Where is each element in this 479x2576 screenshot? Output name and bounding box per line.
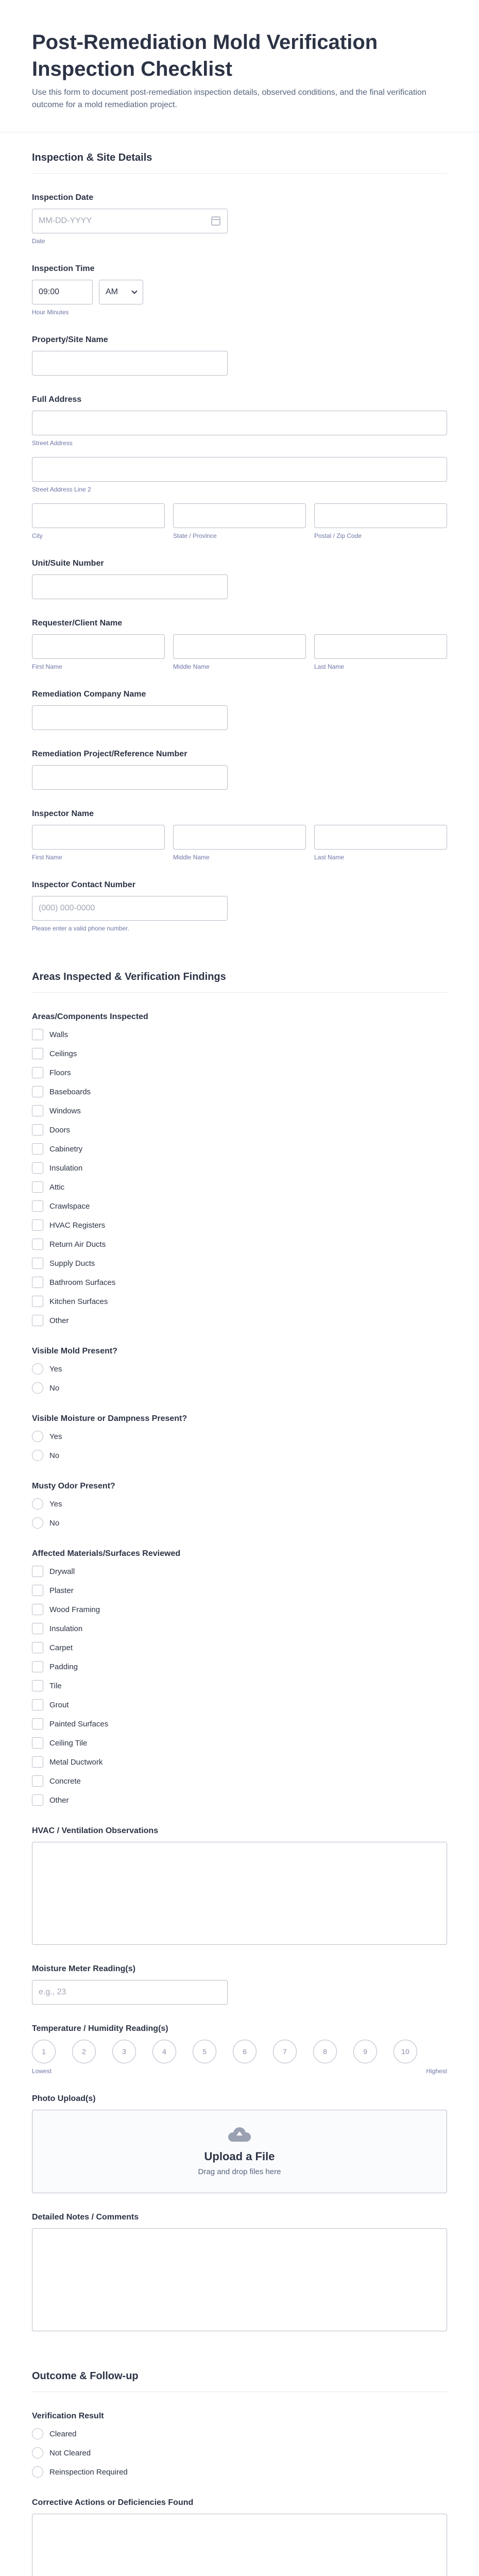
section-heading-site: Inspection & Site Details — [32, 132, 447, 174]
radio-button[interactable] — [32, 1363, 43, 1375]
checkbox[interactable] — [32, 1124, 43, 1136]
reference-input[interactable] — [32, 765, 228, 790]
checkbox[interactable] — [32, 1143, 43, 1155]
unit-label: Unit/Suite Number — [32, 559, 104, 568]
option-label: Crawlspace — [49, 1201, 90, 1211]
checkbox-option[interactable] — [32, 1028, 447, 1041]
odor-field — [32, 1462, 447, 1530]
radio-option[interactable] — [32, 1362, 447, 1376]
company-input[interactable] — [32, 705, 228, 730]
form-description: Use this form to document post-remediation inspection details, observed conditions, and the final verification outcome for a mold remediation project. — [32, 88, 426, 109]
checkbox[interactable] — [32, 1296, 43, 1307]
checkbox-option[interactable] — [32, 1047, 447, 1060]
radio-option[interactable] — [32, 1449, 447, 1462]
checkbox[interactable] — [32, 1048, 43, 1059]
checkbox-option[interactable] — [32, 1123, 447, 1137]
checkbox-option[interactable] — [32, 1180, 447, 1194]
checkbox[interactable] — [32, 1258, 43, 1269]
property-name-label: Property/Site Name — [32, 335, 108, 344]
rating-option[interactable]: 2 — [72, 2040, 96, 2063]
radio-option[interactable] — [32, 2465, 447, 2479]
moisture-label: Visible Moisture or Dampness Present? — [32, 1414, 187, 1423]
section-heading-outcome: Outcome & Follow-up — [32, 2351, 447, 2392]
temp-humidity-field — [32, 2005, 447, 2075]
zip-input[interactable] — [314, 503, 447, 528]
inspection-date-label: Inspection Date — [32, 193, 94, 202]
checkbox[interactable] — [32, 1737, 43, 1749]
checkbox[interactable] — [32, 1680, 43, 1691]
hvac-field — [32, 1807, 447, 1945]
requester-last-sublabel: Last Name — [314, 663, 345, 670]
checkbox[interactable] — [32, 1277, 43, 1288]
checkbox[interactable] — [32, 1775, 43, 1787]
reference-field — [32, 730, 447, 790]
checkbox[interactable] — [32, 1642, 43, 1653]
checkbox[interactable] — [32, 1585, 43, 1596]
odor-label: Musty Odor Present? — [32, 1482, 115, 1490]
contact-sublabel: Please enter a valid phone number. — [32, 925, 129, 932]
option-label: HVAC Registers — [49, 1221, 106, 1230]
state-input[interactable] — [173, 503, 306, 528]
option-label: Other — [49, 1316, 69, 1325]
radio-button[interactable] — [32, 2428, 43, 2439]
materials-field — [32, 1530, 447, 1807]
address-label: Full Address — [32, 395, 82, 404]
reference-label: Remediation Project/Reference Number — [32, 750, 187, 758]
option-label: Plaster — [49, 1586, 74, 1595]
checkbox[interactable] — [32, 1239, 43, 1250]
checkbox-option[interactable] — [32, 1717, 447, 1731]
inspector-field — [32, 790, 447, 861]
radio-button[interactable] — [32, 1431, 43, 1442]
zip-col — [314, 503, 447, 539]
inspector-label: Inspector Name — [32, 809, 94, 818]
materials-checklist — [32, 1565, 447, 1807]
unit-field — [32, 539, 447, 599]
state-sublabel: State / Province — [173, 532, 217, 539]
checkbox-option[interactable] — [32, 1622, 447, 1635]
requester-first-col — [32, 634, 165, 670]
visible-mold-options — [32, 1362, 447, 1395]
checkbox-option[interactable] — [32, 1660, 447, 1673]
requester-first-input[interactable] — [32, 634, 165, 659]
moisture-reading-field — [32, 1945, 447, 2005]
areas-label: Areas/Components Inspected — [32, 1012, 148, 1021]
moisture-reading-input[interactable] — [32, 1980, 228, 2005]
address-field — [32, 376, 447, 539]
requester-middle-sublabel: Middle Name — [173, 663, 210, 670]
hvac-textarea[interactable] — [32, 1842, 447, 1945]
corrective-textarea[interactable] — [32, 2514, 447, 2576]
corrective-field — [32, 2479, 447, 2576]
checkbox[interactable] — [32, 1699, 43, 1710]
option-label: Grout — [49, 1700, 69, 1709]
option-label: Baseboards — [49, 1087, 91, 1096]
checkbox[interactable] — [32, 1181, 43, 1193]
form-title: Post-Remediation Mold Verification Inspection Checklist — [32, 31, 378, 80]
checkbox-option[interactable] — [32, 1238, 447, 1251]
ampm-select[interactable] — [99, 280, 143, 304]
city-col — [32, 503, 165, 539]
option-label: Doors — [49, 1125, 71, 1134]
option-label: Cabinetry — [49, 1144, 83, 1154]
option-label: Concrete — [49, 1776, 81, 1786]
checkbox-option[interactable] — [32, 1698, 447, 1711]
inspector-middle-input[interactable] — [173, 825, 306, 850]
inspection-time-label: Inspection Time — [32, 264, 95, 273]
scale-high-label: Highest — [426, 2067, 447, 2075]
checkbox[interactable] — [32, 1604, 43, 1615]
rating-option[interactable]: 4 — [152, 2040, 176, 2063]
areas-checklist — [32, 1028, 447, 1327]
result-label: Verification Result — [32, 2412, 104, 2420]
option-label: Windows — [49, 1106, 81, 1115]
checkbox-option[interactable] — [32, 1736, 447, 1750]
checkbox[interactable] — [32, 1623, 43, 1634]
option-label: Wood Framing — [49, 1605, 100, 1614]
option-label: Yes — [49, 1499, 62, 1509]
checkbox[interactable] — [32, 1315, 43, 1326]
visible-mold-label: Visible Mold Present? — [32, 1347, 117, 1355]
checkbox[interactable] — [32, 1661, 43, 1672]
option-label: Reinspection Required — [49, 2467, 128, 2477]
cloud-upload-icon — [228, 2127, 251, 2142]
section-heading-findings: Areas Inspected & Verification Findings — [32, 952, 447, 993]
contact-input[interactable] — [32, 896, 228, 921]
rating-option[interactable]: 5 — [193, 2040, 216, 2063]
checkbox[interactable] — [32, 1200, 43, 1212]
inspection-time-sublabel: Hour Minutes — [32, 309, 69, 316]
option-label: Walls — [49, 1030, 69, 1039]
areas-field — [32, 993, 447, 1327]
checkbox-option[interactable] — [32, 1199, 447, 1213]
checkbox-option[interactable] — [32, 1755, 447, 1769]
property-name-field — [32, 316, 447, 376]
inspection-date-input[interactable] — [32, 209, 228, 233]
street-address-input[interactable] — [32, 411, 447, 435]
inspector-row — [32, 825, 447, 861]
inspection-date-sublabel: Date — [32, 238, 45, 245]
notes-label: Detailed Notes / Comments — [32, 2213, 139, 2222]
requester-middle-col — [173, 634, 306, 670]
option-label: Metal Ductwork — [49, 1757, 103, 1767]
inspector-last-col — [314, 825, 447, 861]
street-address-sublabel: Street Address — [32, 439, 73, 447]
result-options — [32, 2427, 447, 2479]
checkbox-option[interactable] — [32, 1565, 447, 1578]
requester-row — [32, 634, 447, 670]
requester-label: Requester/Client Name — [32, 619, 123, 628]
option-label: Carpet — [49, 1643, 73, 1652]
option-label: Kitchen Surfaces — [49, 1297, 108, 1306]
checkbox[interactable] — [32, 1067, 43, 1078]
radio-option[interactable] — [32, 1381, 447, 1395]
upload-subtitle: Drag and drop files here — [198, 2167, 281, 2176]
property-name-input[interactable] — [32, 351, 228, 376]
inspector-first-input[interactable] — [32, 825, 165, 850]
radio-button[interactable] — [32, 1498, 43, 1510]
rating-option[interactable]: 1 — [32, 2040, 56, 2063]
checkbox-option[interactable] — [32, 1218, 447, 1232]
contact-field — [32, 861, 447, 932]
inspector-middle-col — [173, 825, 306, 861]
hvac-label: HVAC / Ventilation Observations — [32, 1826, 159, 1835]
inspection-time-row — [32, 280, 447, 304]
checkbox[interactable] — [32, 1756, 43, 1768]
option-label: Return Air Ducts — [49, 1240, 106, 1249]
city-input[interactable] — [32, 503, 165, 528]
moisture-reading-label: Moisture Meter Reading(s) — [32, 1964, 135, 1973]
checkbox[interactable] — [32, 1029, 43, 1040]
option-label: Painted Surfaces — [49, 1719, 109, 1728]
company-label: Remediation Company Name — [32, 690, 146, 699]
option-label: Padding — [49, 1662, 78, 1671]
odor-options — [32, 1497, 447, 1530]
option-label: Drywall — [49, 1567, 75, 1576]
checkbox-option[interactable] — [32, 1295, 447, 1308]
calendar-icon[interactable] — [211, 216, 220, 226]
option-label: Floors — [49, 1068, 71, 1077]
rating-option[interactable]: 7 — [273, 2040, 297, 2063]
street-address-2-input[interactable] — [32, 457, 447, 482]
requester-last-input[interactable] — [314, 634, 447, 659]
form-header — [0, 0, 479, 132]
photo-field — [32, 2075, 447, 2193]
corrective-label: Corrective Actions or Deficiencies Found — [32, 2498, 194, 2507]
zip-sublabel: Postal / Zip Code — [314, 532, 362, 539]
checkbox-option[interactable] — [32, 1603, 447, 1616]
contact-label: Inspector Contact Number — [32, 880, 135, 889]
scale-low-label: Lowest — [32, 2067, 52, 2075]
radio-option[interactable] — [32, 1497, 447, 1511]
radio-option[interactable] — [32, 2427, 447, 2441]
radio-option[interactable] — [32, 2446, 447, 2460]
scale-labels — [32, 2067, 447, 2075]
state-col — [173, 503, 306, 539]
temp-humidity-label: Temperature / Humidity Reading(s) — [32, 2024, 168, 2033]
option-label: Insulation — [49, 1163, 83, 1173]
option-label: Cleared — [49, 2429, 77, 2438]
notes-textarea[interactable] — [32, 2228, 447, 2331]
form-content — [0, 132, 479, 2576]
option-label: Ceilings — [49, 1049, 77, 1058]
upload-title: Upload a File — [204, 2149, 275, 2163]
checkbox-option[interactable] — [32, 1641, 447, 1654]
option-label: Supply Ducts — [49, 1259, 95, 1268]
inspector-middle-sublabel: Middle Name — [173, 854, 210, 861]
radio-button[interactable] — [32, 1450, 43, 1461]
option-label: Yes — [49, 1432, 62, 1441]
rating-option[interactable]: 10 — [394, 2040, 417, 2063]
photo-label: Photo Upload(s) — [32, 2094, 96, 2103]
rating-option[interactable]: 8 — [313, 2040, 337, 2063]
checkbox-option[interactable] — [32, 1257, 447, 1270]
inspection-time-input[interactable] — [32, 280, 93, 304]
inspector-first-sublabel: First Name — [32, 854, 62, 861]
city-sublabel: City — [32, 532, 43, 539]
checkbox[interactable] — [32, 1219, 43, 1231]
rating-option[interactable]: 9 — [353, 2040, 377, 2063]
radio-button[interactable] — [32, 1382, 43, 1394]
materials-label: Affected Materials/Surfaces Reviewed — [32, 1549, 181, 1558]
radio-button[interactable] — [32, 1517, 43, 1529]
checkbox-option[interactable] — [32, 1066, 447, 1079]
inspector-last-sublabel: Last Name — [314, 854, 345, 861]
radio-option[interactable] — [32, 1516, 447, 1530]
moisture-field — [32, 1395, 447, 1462]
requester-middle-input[interactable] — [173, 634, 306, 659]
option-label: Tile — [49, 1681, 62, 1690]
checkbox-option[interactable] — [32, 1584, 447, 1597]
visible-mold-field — [32, 1327, 447, 1395]
checkbox[interactable] — [32, 1794, 43, 1806]
option-label: Attic — [49, 1182, 65, 1192]
checkbox-option[interactable] — [32, 1679, 447, 1692]
notes-field — [32, 2193, 447, 2331]
inspection-time-field — [32, 245, 447, 316]
ampm-value: AM — [106, 287, 118, 296]
inspection-date-field — [32, 174, 447, 245]
checkbox-option[interactable] — [32, 1314, 447, 1327]
radio-option[interactable] — [32, 1430, 447, 1443]
option-label: No — [49, 1383, 60, 1393]
checkbox[interactable] — [32, 1718, 43, 1730]
option-label: Ceiling Tile — [49, 1738, 88, 1748]
checkbox[interactable] — [32, 1105, 43, 1116]
option-label: Not Cleared — [49, 2448, 91, 2458]
city-state-zip-row — [32, 503, 447, 539]
inspection-date-wrapper — [32, 209, 228, 233]
requester-last-col — [314, 634, 447, 670]
inspector-last-input[interactable] — [314, 825, 447, 850]
street-address-2-sublabel: Street Address Line 2 — [32, 486, 91, 493]
inspector-first-col — [32, 825, 165, 861]
moisture-options — [32, 1430, 447, 1462]
company-field — [32, 670, 447, 730]
checkbox[interactable] — [32, 1566, 43, 1577]
option-label: No — [49, 1451, 60, 1460]
radio-button[interactable] — [32, 2447, 43, 2459]
checkbox[interactable] — [32, 1086, 43, 1097]
rating-option[interactable]: 3 — [112, 2040, 136, 2063]
result-field — [32, 2392, 447, 2479]
rating-scale — [32, 2040, 447, 2063]
chevron-down-icon — [131, 288, 137, 294]
requester-field — [32, 599, 447, 670]
checkbox-option[interactable] — [32, 1161, 447, 1175]
checkbox-option[interactable] — [32, 1085, 447, 1098]
checkbox-option[interactable] — [32, 1793, 447, 1807]
option-label: Bathroom Surfaces — [49, 1278, 116, 1287]
unit-input[interactable] — [32, 574, 228, 599]
option-label: Other — [49, 1795, 69, 1805]
requester-first-sublabel: First Name — [32, 663, 62, 670]
radio-button[interactable] — [32, 2466, 43, 2478]
checkbox-option[interactable] — [32, 1276, 447, 1289]
checkbox-option[interactable] — [32, 1104, 447, 1117]
option-label: No — [49, 1518, 60, 1528]
checkbox-option[interactable] — [32, 1774, 447, 1788]
rating-option[interactable]: 6 — [233, 2040, 256, 2063]
file-upload-dropzone[interactable] — [32, 2110, 447, 2193]
option-label: Yes — [49, 1364, 62, 1374]
option-label: Insulation — [49, 1624, 83, 1633]
checkbox[interactable] — [32, 1162, 43, 1174]
checkbox-option[interactable] — [32, 1142, 447, 1156]
